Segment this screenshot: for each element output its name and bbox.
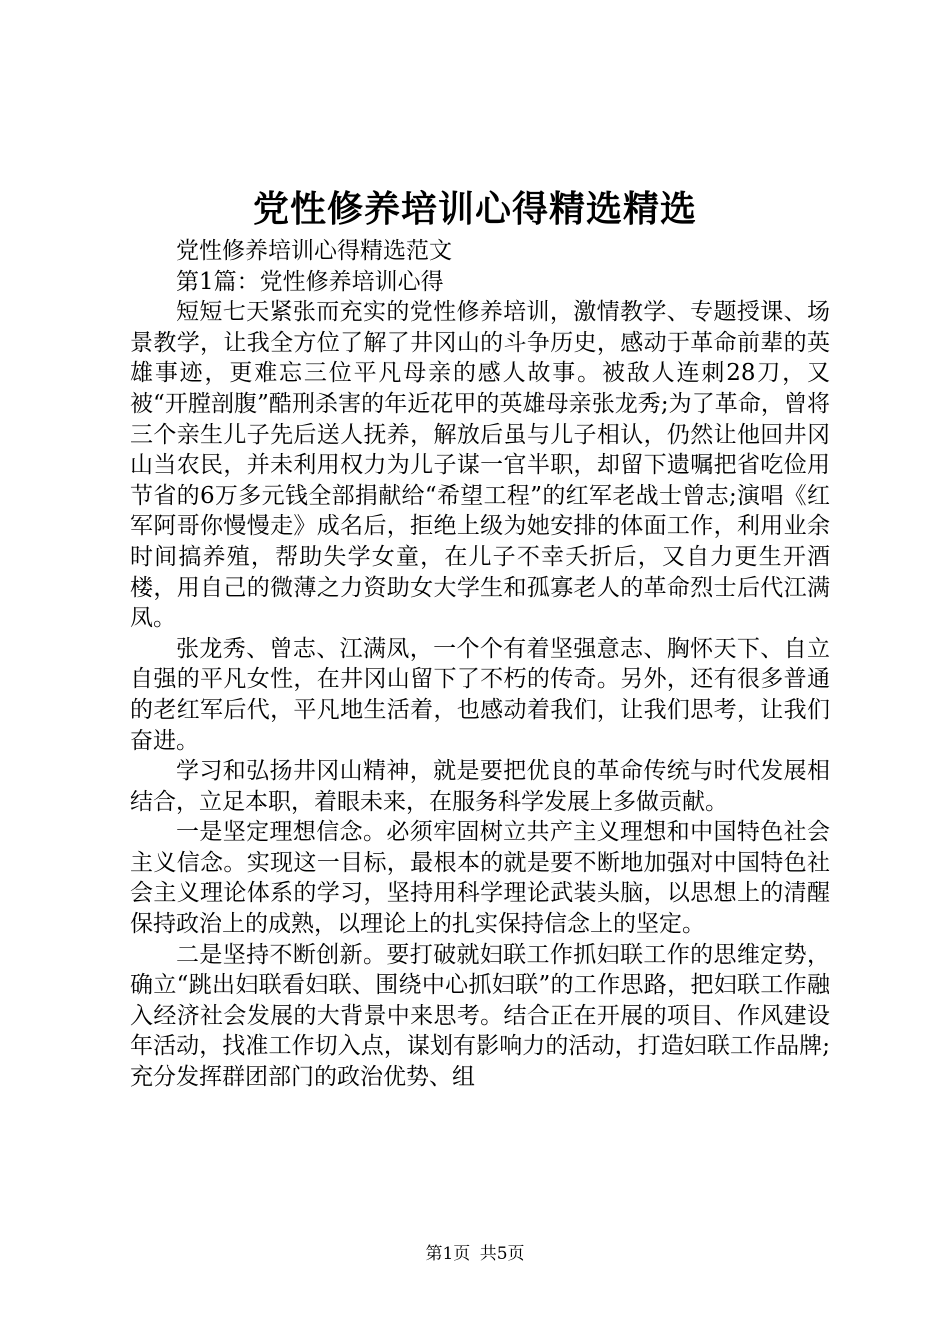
body-paragraph: 张龙秀、曾志、江满凤，一个个有着坚强意志、胸怀天下、自立自强的平凡女性，在井冈山留下了不朽的传奇。另外，还有很多普通的老红军后代，平凡地生活着，也感动着我们，让我们思考，让我们奋进。 [130, 635, 830, 754]
body-paragraph: 学习和弘扬井冈山精神，就是要把优良的革命传统与时代发展相结合，立足本职，着眼未来，在服务科学发展上多做贡献。 [130, 758, 830, 815]
document-body [130, 236, 830, 1093]
subtitle-paragraph: 党性修养培训心得精选范文 [176, 238, 452, 264]
page-footer [0, 1242, 950, 1266]
body-paragraph: 短短七天紧张而充实的党性修养培训，激情教学、专题授课、场景教学，让我全方位了解了井冈山的斗争历史，感动于革命前辈的英雄事迹，更难忘三位平凡母亲的感人故事。被敌人连刺28刀，又被“开膛剖腹”酷刑杀害的年近花甲的英雄母亲张龙秀;为了革命，曾将三个亲生儿子先后送人抚养，解放后虽与儿子相认，仍然让他回井冈山当农民，并未利用权力为儿子谋一官半职，却留下遗嘱把省吃俭用节省的6万多元钱全部捐献给“希望工程”的红军老战士曾志;演唱《红军阿哥你慢慢走》成名后，拒绝上级为她安排的体面工作，利用业余时间搞养殖，帮助失学女童，在儿子不幸夭折后，又自力更生开酒楼，用自己的微薄之力资助女大学生和孤寡老人的革命烈士后代江满凤。 [130, 299, 830, 632]
section-heading: 第1篇：党性修养培训心得 [176, 268, 444, 295]
document-title: 党性修养培训心得精选精选 [252, 188, 697, 230]
body-paragraph: 一是坚定理想信念。必须牢固树立共产主义理想和中国特色社会主义信念。实现这一目标，最根本的就是要不断地加强对中国特色社会主义理论体系的学习，坚持用科学理论武装头脑，以思想上的清醒保持政治上的成熟，以理论上的扎实保持信念上的坚定。 [130, 819, 830, 938]
body-paragraph: 二是坚持不断创新。要打破就妇联工作抓妇联工作的思维定势，确立“跳出妇联看妇联、围绕中心抓妇联”的工作思路，把妇联工作融入经济社会发展的大背景中来思考。结合正在开展的项目、作风建设年活动，找准工作切入点，谋划有影响力的活动，打造妇联工作品牌;充分发挥群团部门的政治优势、组 [130, 941, 830, 1091]
page-total: 共5页 [479, 1244, 525, 1264]
page-number: 第1页 [425, 1244, 471, 1264]
